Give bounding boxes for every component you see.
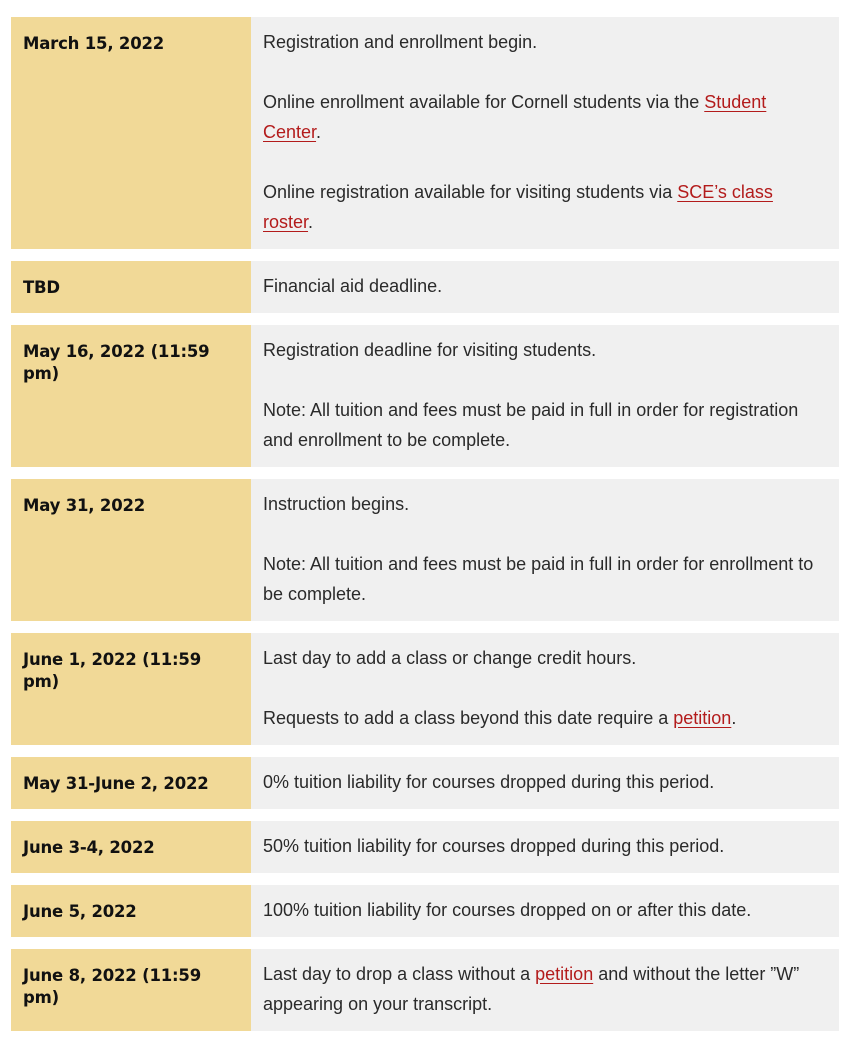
description-cell bbox=[251, 479, 839, 621]
description-cell bbox=[251, 261, 839, 313]
petition-link[interactable]: petition bbox=[673, 708, 732, 728]
date-cell: June 3-4, 2022 bbox=[11, 821, 251, 873]
description-text: Instruction begins. bbox=[263, 494, 410, 514]
student-center-link[interactable]: Student Center bbox=[263, 92, 767, 142]
description-text: Note: All tuition and fees must be paid in full in order for enrollment to be complete. bbox=[263, 554, 814, 604]
table-row bbox=[11, 885, 839, 937]
table-row bbox=[11, 633, 839, 745]
table-row bbox=[11, 757, 839, 809]
description-cell bbox=[251, 757, 839, 809]
description-text: Last day to drop a class without a petition and without the letter ”W” appearing on your transcript. bbox=[263, 964, 800, 1014]
description-cell bbox=[251, 949, 839, 1031]
date-cell: March 15, 2022 bbox=[11, 17, 251, 249]
table-row bbox=[11, 17, 839, 249]
description-text: Financial aid deadline. bbox=[263, 276, 443, 296]
table-row bbox=[11, 479, 839, 621]
petition-link[interactable]: petition bbox=[535, 964, 594, 984]
description-cell bbox=[251, 17, 839, 249]
date-cell: TBD bbox=[11, 261, 251, 313]
date-cell: June 5, 2022 bbox=[11, 885, 251, 937]
date-cell: May 31, 2022 bbox=[11, 479, 251, 621]
description-text: Online enrollment available for Cornell students via the Student Center. bbox=[263, 92, 767, 142]
date-cell: May 16, 2022 (11:59 pm) bbox=[11, 325, 251, 467]
date-cell: June 8, 2022 (11:59 pm) bbox=[11, 949, 251, 1031]
table-row bbox=[11, 325, 839, 467]
description-text: Requests to add a class beyond this date require a petition. bbox=[263, 708, 737, 728]
academic-calendar-table bbox=[11, 17, 839, 1043]
description-text: 100% tuition liability for courses dropped on or after this date. bbox=[263, 900, 752, 920]
table-row bbox=[11, 949, 839, 1031]
date-cell: June 1, 2022 (11:59 pm) bbox=[11, 633, 251, 745]
description-cell bbox=[251, 885, 839, 937]
description-cell bbox=[251, 325, 839, 467]
description-text: Last day to add a class or change credit hours. bbox=[263, 648, 637, 668]
description-cell bbox=[251, 821, 839, 873]
description-text: Online registration available for visiting students via SCE’s class roster. bbox=[263, 182, 773, 232]
description-text: Note: All tuition and fees must be paid in full in order for registration and enrollment to be complete. bbox=[263, 400, 799, 450]
description-text: Registration and enrollment begin. bbox=[263, 32, 538, 52]
table-row bbox=[11, 821, 839, 873]
class-roster-link[interactable]: SCE’s class roster bbox=[263, 182, 773, 232]
description-text: 50% tuition liability for courses dropped during this period. bbox=[263, 836, 725, 856]
description-cell bbox=[251, 633, 839, 745]
description-text: 0% tuition liability for courses dropped during this period. bbox=[263, 772, 715, 792]
date-cell: May 31-June 2, 2022 bbox=[11, 757, 251, 809]
table-row bbox=[11, 261, 839, 313]
description-text: Registration deadline for visiting students. bbox=[263, 340, 597, 360]
